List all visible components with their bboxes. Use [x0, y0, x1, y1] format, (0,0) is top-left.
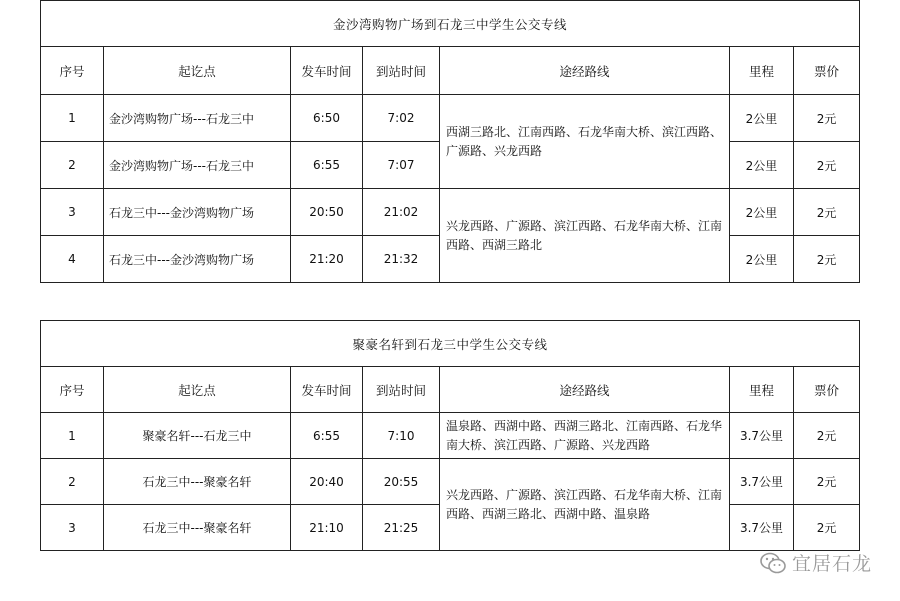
row-fare: 2元: [794, 413, 860, 459]
col-header-arrive: 到站时间: [363, 47, 440, 95]
row-no: 3: [41, 505, 104, 551]
row-arrive: 20:55: [363, 459, 440, 505]
col-header-distance: 里程: [730, 47, 794, 95]
row-no: 2: [41, 142, 104, 189]
row-distance: 3.7公里: [730, 459, 794, 505]
row-stops: 石龙三中---金沙湾购物广场: [104, 189, 291, 236]
row-no: 2: [41, 459, 104, 505]
col-header-no: 序号: [41, 367, 104, 413]
row-distance: 2公里: [730, 142, 794, 189]
row-depart: 20:50: [291, 189, 363, 236]
row-fare: 2元: [794, 95, 860, 142]
row-fare: 2元: [794, 236, 860, 283]
header-row: [41, 47, 860, 95]
table-title: 金沙湾购物广场到石龙三中学生公交专线: [41, 1, 860, 47]
row-no: 1: [41, 413, 104, 459]
col-header-no: 序号: [41, 47, 104, 95]
row-depart: 6:55: [291, 142, 363, 189]
route-description: 兴龙西路、广源路、滨江西路、石龙华南大桥、江南西路、西湖三路北: [440, 189, 730, 283]
schedule-table-jinshawan: [40, 0, 860, 283]
row-arrive: 7:02: [363, 95, 440, 142]
col-header-fare: 票价: [794, 47, 860, 95]
row-arrive: 21:32: [363, 236, 440, 283]
row-depart: 20:40: [291, 459, 363, 505]
row-distance: 3.7公里: [730, 413, 794, 459]
watermark-text: 宜居石龙: [791, 553, 872, 575]
row-stops: 石龙三中---聚豪名轩: [104, 459, 291, 505]
row-fare: 2元: [794, 189, 860, 236]
row-fare: 2元: [794, 459, 860, 505]
table-row: [41, 189, 860, 236]
table-row: [41, 413, 860, 459]
row-arrive: 7:07: [363, 142, 440, 189]
row-stops: 聚豪名轩---石龙三中: [104, 413, 291, 459]
row-stops: 金沙湾购物广场---石龙三中: [104, 142, 291, 189]
table-row: [41, 459, 860, 505]
row-depart: 6:55: [291, 413, 363, 459]
route-description: 兴龙西路、广源路、滨江西路、石龙华南大桥、江南西路、西湖三路北、西湖中路、温泉路: [440, 459, 730, 551]
col-header-route: 途经路线: [440, 367, 730, 413]
row-distance: 2公里: [730, 95, 794, 142]
schedule-table-juhao: [40, 320, 860, 551]
row-arrive: 21:02: [363, 189, 440, 236]
row-fare: 2元: [794, 142, 860, 189]
row-no: 4: [41, 236, 104, 283]
col-header-arrive: 到站时间: [363, 367, 440, 413]
col-header-route: 途经路线: [440, 47, 730, 95]
row-arrive: 21:25: [363, 505, 440, 551]
col-header-distance: 里程: [730, 367, 794, 413]
watermark: [760, 549, 872, 576]
row-stops: 石龙三中---金沙湾购物广场: [104, 236, 291, 283]
col-header-fare: 票价: [794, 367, 860, 413]
wechat-icon: [760, 552, 786, 574]
row-no: 3: [41, 189, 104, 236]
row-depart: 6:50: [291, 95, 363, 142]
col-header-stops: 起讫点: [104, 367, 291, 413]
row-distance: 2公里: [730, 236, 794, 283]
row-depart: 21:20: [291, 236, 363, 283]
row-arrive: 7:10: [363, 413, 440, 459]
row-fare: 2元: [794, 505, 860, 551]
table-title: 聚豪名轩到石龙三中学生公交专线: [41, 321, 860, 367]
row-stops: 石龙三中---聚豪名轩: [104, 505, 291, 551]
table-row: [41, 95, 860, 142]
row-no: 1: [41, 95, 104, 142]
col-header-depart: 发车时间: [291, 367, 363, 413]
route-description: 西湖三路北、江南西路、石龙华南大桥、滨江西路、广源路、兴龙西路: [440, 95, 730, 189]
row-depart: 21:10: [291, 505, 363, 551]
route-description: 温泉路、西湖中路、西湖三路北、江南西路、石龙华南大桥、滨江西路、广源路、兴龙西路: [440, 413, 730, 459]
row-distance: 3.7公里: [730, 505, 794, 551]
header-row: [41, 367, 860, 413]
col-header-depart: 发车时间: [291, 47, 363, 95]
row-stops: 金沙湾购物广场---石龙三中: [104, 95, 291, 142]
col-header-stops: 起讫点: [104, 47, 291, 95]
row-distance: 2公里: [730, 189, 794, 236]
